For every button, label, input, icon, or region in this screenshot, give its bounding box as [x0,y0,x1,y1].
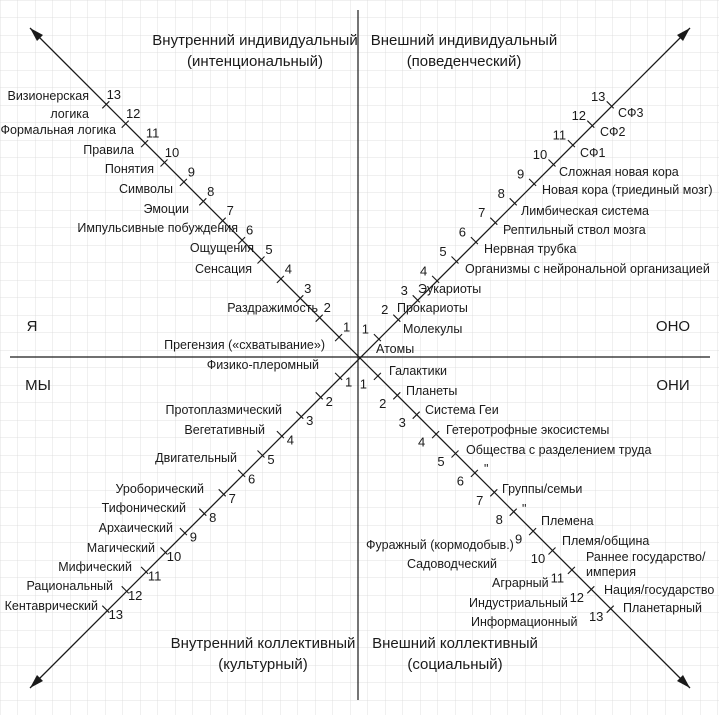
level-number-ll-7: 7 [228,490,236,506]
level-number-ur-3: 3 [400,282,408,298]
level-number-ll-5: 5 [267,452,275,467]
label-lr-1: Галактики [389,364,448,378]
label-ll-6: Тифонический [101,501,186,515]
level-number-ul-8: 8 [207,183,215,199]
label-ur-3: Эукариоты [418,282,482,296]
quadrant-subtitle-ll: (культурный) [218,656,308,673]
level-number-ul-6: 6 [245,222,254,238]
label-ur-6: Рептильный ствол мозга [503,223,646,237]
label-ur-1b: Молекулы [403,322,463,336]
level-number-ul-11: 11 [145,125,160,141]
level-number-ur-12: 12 [571,108,587,124]
label-ul-10: Понятия [104,162,154,176]
label-ur-11: СФ2 [600,125,626,139]
label-ur-12: СФ3 [618,106,644,120]
level-number-ll-9: 9 [189,529,198,545]
level-number-ll-8: 8 [209,510,217,526]
level-number-ur-13: 13 [590,88,606,104]
pronoun-lr: ОНИ [656,377,690,394]
level-number-lr-6: 6 [456,473,465,489]
label-ur-7: Лимбическая система [521,204,649,218]
quadrant-title-ur: Внешний индивидуальный [370,32,558,49]
level-number-lr-4: 4 [417,434,426,450]
level-number-lr-13: 13 [588,609,604,625]
quadrant-title-ll: Внутренний коллективный [170,635,356,652]
label-ll-3: Вегетативный [184,423,265,437]
label-lr-3: Система Геи [425,403,499,417]
label-ul-9: Символы [118,182,173,196]
level-number-lr-9: 9 [514,531,523,547]
label-ur-1: Атомы [376,342,415,356]
pronoun-ll: МЫ [25,377,51,394]
level-number-ll-4: 4 [286,432,295,448]
label-lr-5q: " [484,462,489,476]
label-ur-5: Нервная трубка [484,242,577,256]
label-ll-5: Уроборический [115,482,204,496]
level-number-ur-1: 1 [361,321,370,337]
label-ul-5: Сенсация [195,262,252,276]
level-number-ul-7: 7 [226,203,234,219]
label-lr-s5: Информационный [471,615,578,629]
pronoun-ur: ОНО [655,318,691,335]
label-lr-9a: Раннее государство/ [586,550,706,564]
label-ur-2: Прокариоты [397,301,468,315]
label-ll-8: Магический [86,541,155,555]
level-number-ur-6: 6 [458,224,467,240]
label-ur-8: Новая кора (триединый мозг) [542,183,713,197]
label-ll-9: Мифический [58,560,132,574]
label-ll-2: Протоплазмический [165,403,282,417]
label-lr-9b: империя [586,565,636,579]
label-ul-7: Импульсивные побуждения [77,221,238,235]
level-number-ur-11: 11 [552,127,567,143]
label-lr-4: Гетеротрофные экосистемы [446,423,610,437]
label-lr-s2: Садоводческий [407,557,497,571]
level-number-lr-2: 2 [379,395,387,411]
level-number-ul-4: 4 [284,261,293,277]
level-number-ul-13: 13 [106,86,122,102]
quadrant-title-ul: Внутренний индивидуальный [152,32,358,49]
label-lr-s3: Аграрный [492,576,549,590]
level-number-lr-3: 3 [398,415,406,431]
label-ul-13a: Визионерская [7,89,89,103]
label-lr-s4: Индустриальный [469,596,568,610]
quadrant-subtitle-ur: (поведенческий) [406,53,522,70]
label-ur-4: Организмы с нейрональной организацией [465,262,710,276]
label-ul-11: Правила [83,143,134,157]
label-lr-s1: Фуражный (кормодобыв.) [366,538,514,552]
level-number-ur-4: 4 [419,263,428,279]
level-number-ll-10: 10 [166,549,182,564]
label-ul-13b: логика [50,107,89,121]
pronoun-ul: Я [26,318,38,335]
level-number-ll-3: 3 [306,413,314,429]
label-lr-8: Племя/община [562,534,650,548]
level-number-ll-1: 1 [344,374,353,390]
label-ur-9: Сложная новая кора [559,165,679,179]
level-number-ll-2: 2 [325,393,333,409]
level-number-lr-10: 10 [530,551,546,566]
level-number-lr-12: 12 [569,589,585,605]
label-lr-10: Нация/государство [604,583,715,597]
quadrant-subtitle-lr: (социальный) [407,656,503,673]
label-lr-6: Группы/семьи [502,482,583,496]
level-number-lr-5: 5 [437,454,445,469]
label-ll-1: Физико-плеромный [206,358,319,372]
level-number-lr-1: 1 [359,376,368,392]
level-number-ur-2: 2 [381,302,389,318]
level-number-ul-9: 9 [187,164,196,180]
label-ll-10: Рациональный [26,579,113,593]
level-number-ur-9: 9 [516,166,525,182]
label-ll-11: Кентаврический [4,599,98,613]
level-number-ur-7: 7 [478,205,486,221]
level-number-lr-8: 8 [495,512,503,528]
label-ul-12: Формальная логика [0,123,116,137]
level-number-ll-6: 6 [247,471,256,487]
level-number-ll-11: 11 [147,568,162,584]
level-number-ul-10: 10 [164,145,180,160]
level-number-ul-12: 12 [125,106,141,122]
label-ul-8: Эмоции [143,202,189,216]
quadrant-subtitle-ul: (интенциональный) [187,53,323,70]
label-lr-11: Планетарный [623,601,703,615]
level-number-lr-7: 7 [476,492,484,508]
level-number-ul-5: 5 [265,242,273,257]
label-lr-2: Планеты [406,384,458,398]
level-number-ur-10: 10 [532,147,548,162]
level-number-ul-1: 1 [342,319,351,335]
quadrant-title-lr: Внешний коллективный [372,635,538,652]
label-ul-2: Раздражимость [227,301,318,315]
level-number-ul-2: 2 [323,300,331,316]
label-lr-7: Племена [541,514,594,528]
level-number-ll-13: 13 [108,607,124,623]
label-lr-5: Общества с разделением труда [466,443,652,457]
level-number-ur-5: 5 [439,244,447,259]
label-ll-7: Архаический [98,521,173,535]
level-number-ul-3: 3 [304,280,312,296]
label-lr-6q: " [522,502,527,516]
level-number-ll-12: 12 [127,587,143,603]
label-ul-1: Прегензия («схватывание») [164,338,325,352]
label-ul-6: Ощущения [189,241,254,255]
label-ll-4: Двигательный [155,451,237,465]
level-number-lr-11: 11 [550,570,565,586]
level-number-ur-8: 8 [497,185,505,201]
label-ur-10: СФ1 [580,146,606,160]
